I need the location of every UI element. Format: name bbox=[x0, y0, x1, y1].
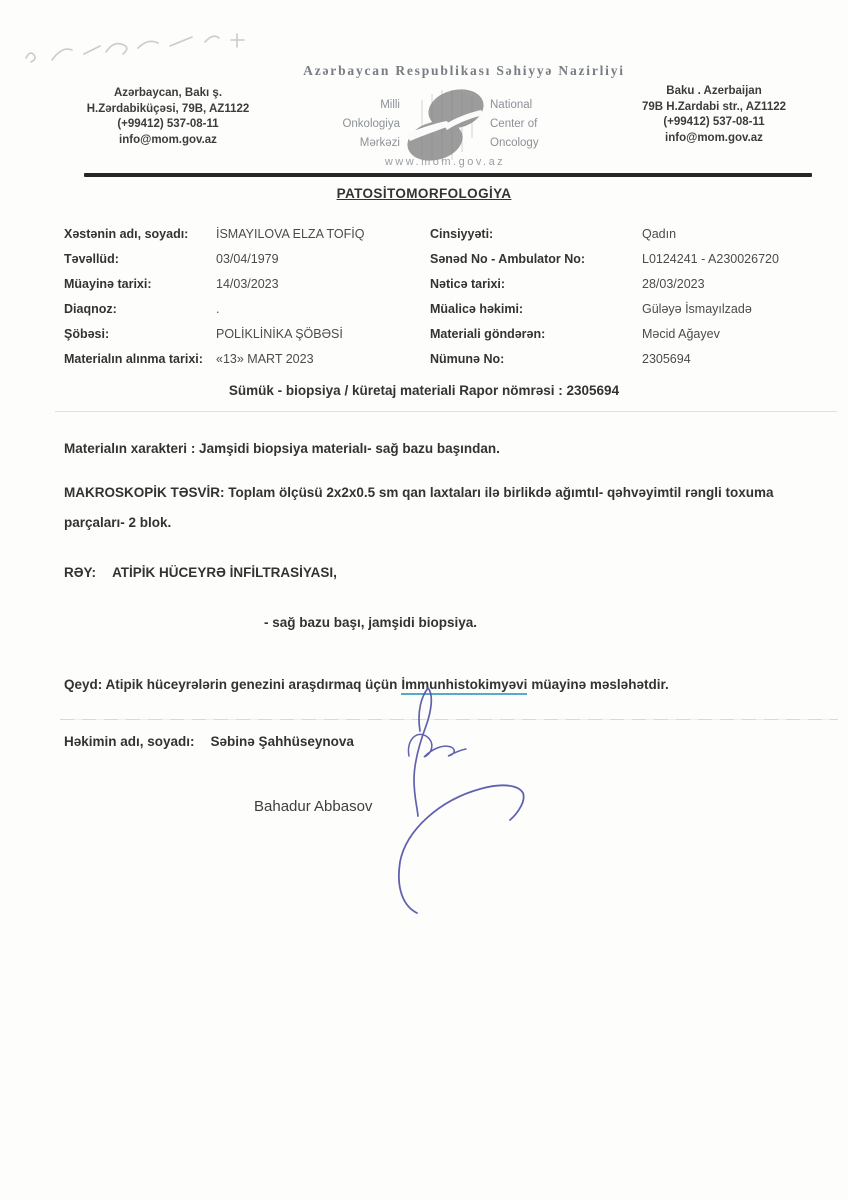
report-heading: Sümük - biopsiya / küretaj materiali Rapor nömrəsi : 2305694 bbox=[228, 383, 620, 398]
ministry-name: Azərbaycan Respublikası Səhiyyə Nazirliyi bbox=[303, 63, 625, 78]
doctor-label: Həkimin adı, soyadı: bbox=[64, 734, 195, 749]
field-value: 2305694 bbox=[642, 351, 691, 366]
field-label: Nəticə tarixi: bbox=[430, 276, 506, 291]
field-value: İSMAYILOVA ELZA TOFİQ bbox=[216, 226, 365, 241]
conclusion-line bbox=[64, 565, 337, 580]
doctor-name: Səbinə Şahhüseynova bbox=[210, 734, 354, 749]
field-label: Materiali göndərən: bbox=[430, 326, 546, 341]
field-label: Müalicə həkimi: bbox=[430, 301, 524, 316]
note-line bbox=[64, 677, 669, 692]
field-value: 14/03/2023 bbox=[216, 276, 279, 291]
field-label: Diaqnoz: bbox=[64, 301, 117, 316]
org-name-en: National Center of Oncology bbox=[490, 99, 539, 149]
note-prefix: Qeyd: Atipik hüceyrələrin genezini araşdırmaq üçün bbox=[64, 677, 398, 692]
website-text: www.mom.gov.az bbox=[384, 156, 506, 168]
macroscopic-description: MAKROSKOPİK TƏSVİR: Toplam ölçüsü 2x2x0.5 sm qan laxtaları ilə birlikdə ağımtıl- qəhvəyimtil rəngli toxuma parçaları- 2 blok. bbox=[64, 485, 774, 530]
material-description: Materialın xarakteri : Jamşidi biopsiya materialı- sağ bazu başından. bbox=[64, 441, 500, 456]
note-suffix: müayinə məsləhətdir. bbox=[531, 677, 669, 692]
field-label: Təvəllüd: bbox=[64, 251, 119, 266]
field-value: Qadın bbox=[642, 226, 677, 241]
field-label: Materialın alınma tarixi: bbox=[64, 351, 203, 366]
field-value: POLİKLİNİKA ŞÖBƏSİ bbox=[216, 326, 343, 341]
conclusion-text: ATİPİK HÜCEYRƏ İNFİLTRASİYASI, bbox=[112, 565, 337, 580]
conclusion-detail: - sağ bazu başı, jamşidi biopsiya. bbox=[264, 615, 478, 630]
address-block-en bbox=[616, 84, 812, 146]
second-doctor-name: Bahadur Abbasov bbox=[254, 798, 373, 815]
email-text: info@mom.gov.az bbox=[119, 133, 217, 146]
field-value: . bbox=[216, 301, 220, 316]
header-divider bbox=[84, 173, 812, 177]
field-value: 03/04/1979 bbox=[216, 251, 279, 266]
field-value: Güləyə İsmayılzadə bbox=[642, 301, 752, 316]
field-label: Sənəd No - Ambulator No: bbox=[430, 251, 586, 266]
address-line: (+99412) 537-08-11 bbox=[117, 118, 219, 130]
address-line: H.Zərdabiküçəsi, 79B, AZ1122 bbox=[86, 102, 250, 115]
doctor-line bbox=[64, 734, 354, 749]
page-title: PATOSİTOMORFOLOGİYA bbox=[336, 186, 512, 201]
address-line: Baku . Azerbaijan bbox=[666, 85, 762, 97]
field-value: «13» MART 2023 bbox=[216, 351, 314, 366]
address-block-az bbox=[76, 86, 260, 148]
patient-info-table bbox=[64, 221, 828, 371]
field-label: Xəstənin adı, soyadı: bbox=[64, 226, 189, 241]
field-value: Məcid Ağayev bbox=[642, 326, 720, 341]
faint-divider bbox=[55, 411, 837, 412]
conclusion-label: RƏY: bbox=[64, 565, 97, 580]
field-label: Şöbəsi: bbox=[64, 326, 110, 341]
address-line: (+99412) 537-08-11 bbox=[663, 116, 765, 128]
address-line: Azərbaycan, Bakı ş. bbox=[113, 87, 223, 99]
address-line: 79B H.Zardabi str., AZ1122 bbox=[641, 100, 787, 113]
faint-divider bbox=[60, 719, 838, 720]
field-value: 28/03/2023 bbox=[642, 276, 705, 291]
email-text: info@mom.gov.az bbox=[665, 131, 763, 144]
field-label: Cinsiyyəti: bbox=[430, 226, 494, 241]
field-value: L0124241 - A230026720 bbox=[642, 251, 779, 266]
field-label: Müayinə tarixi: bbox=[64, 276, 152, 291]
org-name-az: Milli Onkologiya Mərkəzi bbox=[342, 99, 400, 149]
field-label: Nümunə No: bbox=[430, 351, 505, 366]
note-underlined-text: İmmunhistokimyəvi bbox=[401, 677, 527, 695]
